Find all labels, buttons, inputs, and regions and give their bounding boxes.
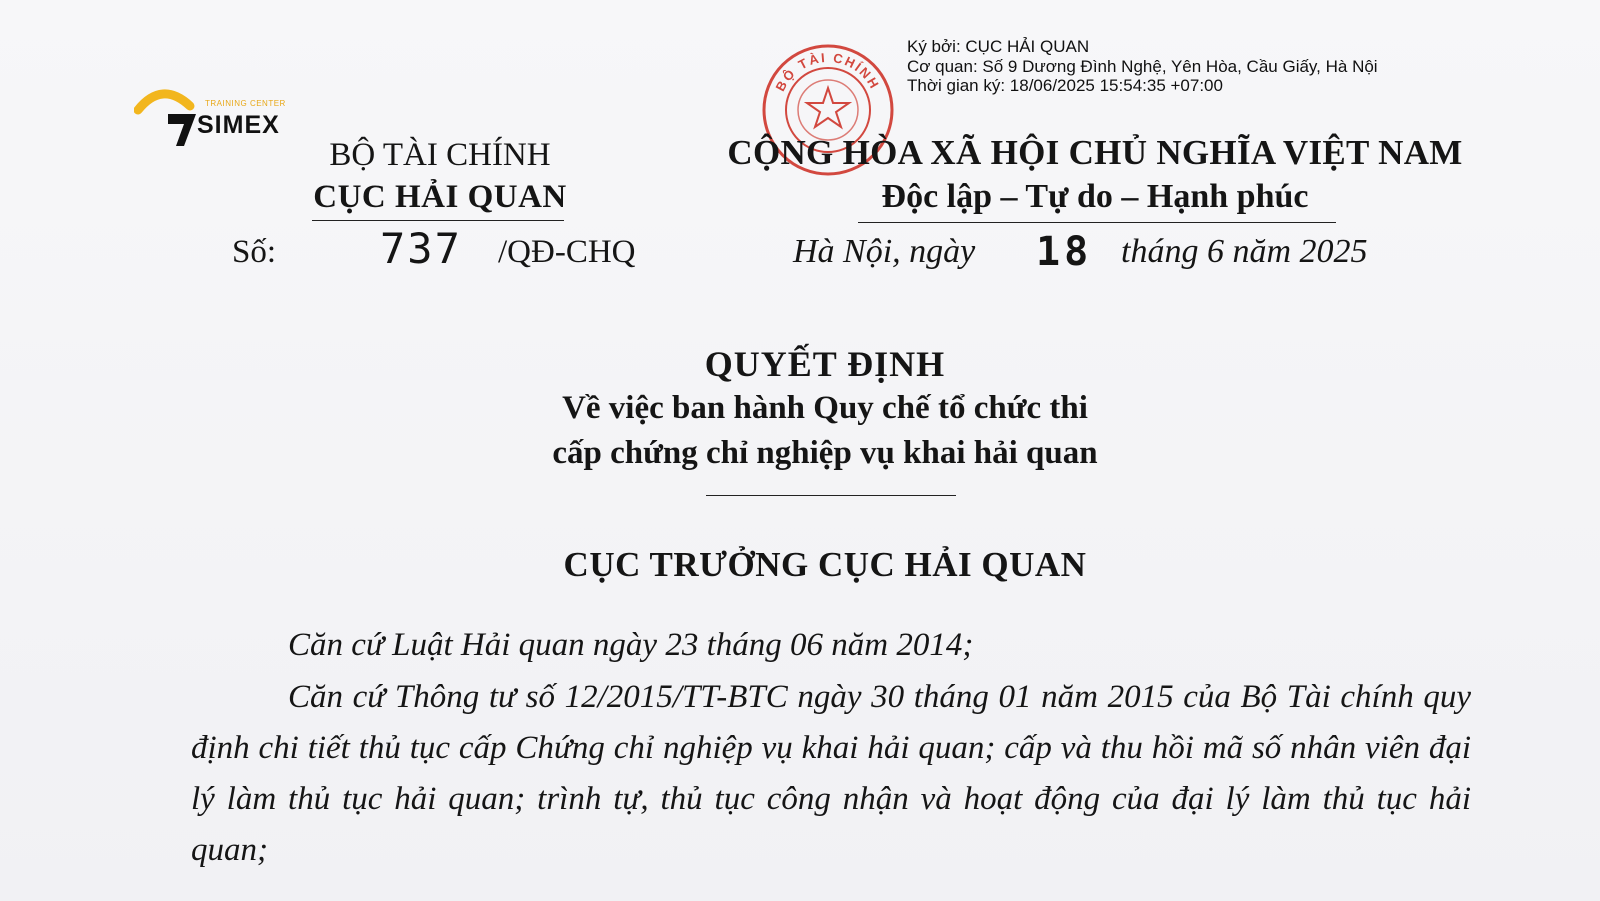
motto-underline — [858, 222, 1336, 223]
issuer-title: CỤC TRƯỞNG CỤC HẢI QUAN — [563, 545, 1087, 584]
date-suffix: tháng 6 năm 2025 — [1121, 233, 1368, 270]
legal-basis-paragraph-1: Căn cứ Luật Hải quan ngày 23 tháng 06 năm 2014; — [288, 627, 974, 663]
republic-name: CỘNG HÒA XÃ HỘI CHỦ NGHĨA VIỆT NAM — [727, 133, 1463, 172]
department-name: CỤC HẢI QUAN — [313, 179, 567, 215]
decision-subject-line-2: cấp chứng chỉ nghiệp vụ khai hải quan — [552, 435, 1098, 471]
title-underline — [706, 495, 956, 496]
national-motto: Độc lập – Tự do – Hạnh phúc — [881, 178, 1309, 215]
decision-heading: QUYẾT ĐỊNH — [704, 344, 946, 384]
date-prefix: Hà Nội, ngày — [793, 233, 976, 270]
ministry-name: BỘ TÀI CHÍNH — [329, 137, 551, 173]
decision-subject-line-1: Về việc ban hành Quy chế tổ chức thi — [562, 390, 1088, 426]
issuing-authority — [280, 133, 600, 217]
logo-tagline: TRAINING CENTER — [205, 99, 286, 108]
date-day: 18 — [1036, 229, 1093, 275]
document-number-label: Số: — [232, 234, 277, 270]
logo-brand: SIMEX — [197, 111, 280, 139]
signed-by: Ký bởi: CỤC HẢI QUAN — [907, 37, 1090, 56]
legal-basis-paragraph-2: Căn cứ Thông tư số 12/2015/TT-BTC ngày 30 tháng 01 năm 2015 của Bộ Tài chính quy định chi tiết thủ tục cấp Chứng chỉ nghiệp vụ khai hải quan; cấp và thu hồi mã số nhân viên đại lý làm thủ tục hải quan; trình tự, thủ tục công nhận và hoạt động của đại lý làm thủ tục hải quan; — [191, 679, 1471, 868]
signing-agency: Cơ quan: Số 9 Dương Đình Nghệ, Yên Hòa, Cầu Giấy, Hà Nội — [907, 56, 1378, 76]
signing-time: Thời gian ký: 18/06/2025 15:54:35 +07:00 — [907, 76, 1223, 95]
decision-title-block — [300, 342, 1350, 476]
document-number: 737 — [380, 224, 462, 273]
document-number-suffix: /QĐ-CHQ — [498, 234, 636, 270]
digital-signature — [907, 37, 1378, 96]
svg-text:BỘ TÀI CHÍNH: BỘ TÀI CHÍNH — [772, 49, 883, 94]
national-heading — [700, 130, 1490, 218]
authority-underline — [312, 220, 564, 221]
